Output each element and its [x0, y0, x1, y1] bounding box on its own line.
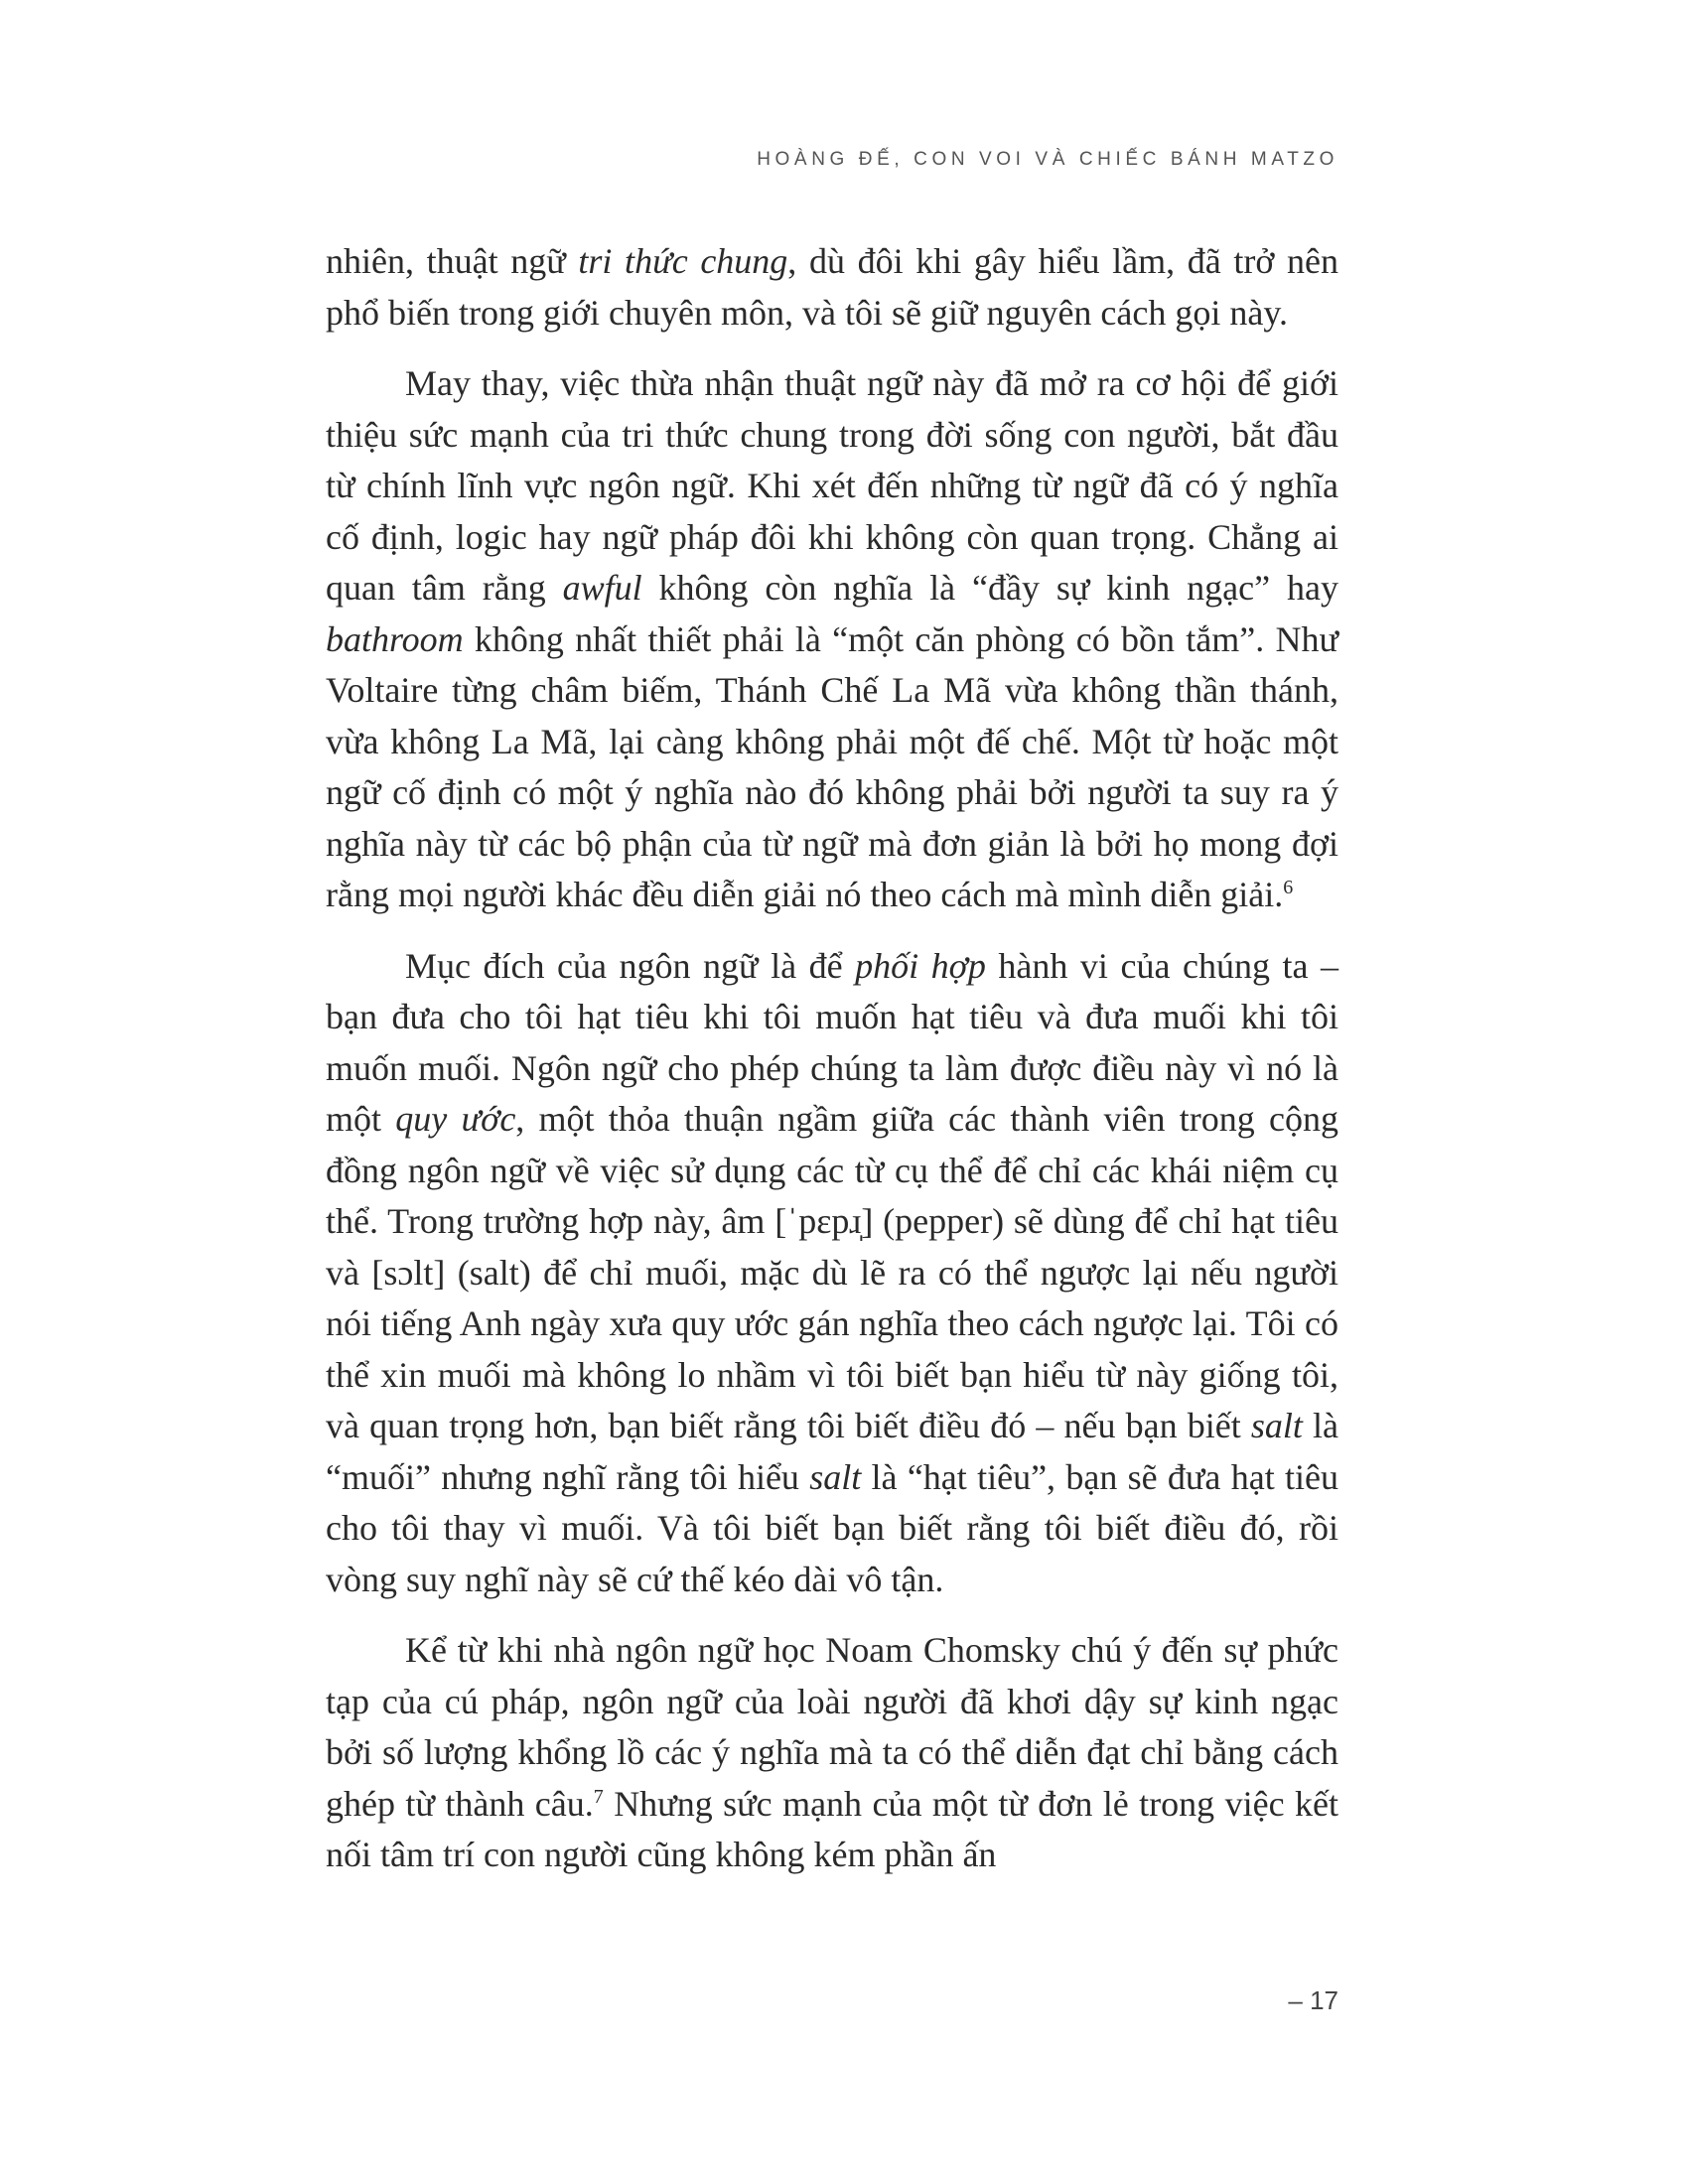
- paragraph-4: [326, 1625, 1338, 1881]
- text-run: Kể từ khi nhà ngôn ngữ học Noam Chomsky chú ý đến sự phức tạp của cú pháp, ngôn ngữ của loài người đã khơi dậy sự kinh ngạc bởi số lượng khổng lồ các ý nghĩa mà ta có thể diễn đạt chỉ bằng cách ghép từ thành câu.: [326, 1630, 1338, 1824]
- italic-term: bathroom: [326, 618, 464, 659]
- footnote-marker[interactable]: 7: [593, 1785, 604, 1808]
- italic-term: salt: [809, 1456, 862, 1497]
- text-run: không còn nghĩa là “đầy sự kinh ngạc” hay: [641, 568, 1338, 608]
- paragraph-1: [326, 236, 1338, 339]
- paragraph-2: [326, 358, 1338, 921]
- italic-term: quy ước: [395, 1099, 516, 1139]
- text-run: là “hạt tiêu”, bạn sẽ đưa hạt tiêu cho tôi thay vì muối. Và tôi biết bạn biết rằng tôi biết điều đó, rồi vòng suy nghĩ này sẽ cứ thế kéo dài vô tận.: [326, 1456, 1338, 1599]
- text-run: nhiên, thuật ngữ: [326, 241, 579, 281]
- italic-term: phối hợp: [855, 945, 986, 986]
- text-run: , dù đôi khi gây hiểu lầm, đã trở nên phổ biến trong giới chuyên môn, và tôi sẽ giữ nguyên cách gọi này.: [326, 241, 1338, 333]
- text-run: hành vi của chúng ta – bạn đưa cho tôi hạt tiêu khi tôi muốn hạt tiêu và đưa muối khi tôi muốn muối. Ngôn ngữ cho phép chúng ta làm được điều này vì nó là một: [326, 945, 1338, 1139]
- footnote-marker[interactable]: 6: [1283, 877, 1294, 898]
- paragraph-3: [326, 941, 1338, 1606]
- text-run: , một thỏa thuận ngầm giữa các thành viên trong cộng đồng ngôn ngữ về việc sử dụng các từ cụ thể để chỉ các khái niệm cụ thể. Trong trường hợp này, âm [ˈpɛpɹ̩] (pepper) sẽ dùng để chỉ hạt tiêu và [sɔlt] (salt) để chỉ muối, mặc dù lẽ ra có thể ngược lại nếu người nói tiếng Anh ngày xưa quy ước gán nghĩa theo cách ngược lại. Tôi có thể xin muối mà không lo nhầm vì tôi biết bạn hiểu từ này giống tôi, và quan trọng hơn, bạn biết rằng tôi biết điều đó – nếu bạn biết: [326, 1099, 1338, 1445]
- text-run: là “muối” nhưng nghĩ rằng tôi hiểu: [326, 1406, 1338, 1497]
- italic-term: tri thức chung: [578, 241, 788, 281]
- running-head-title: HOÀNG ĐẾ, CON VOI VÀ CHIẾC BÁNH MATZO: [757, 149, 1338, 170]
- body-text: [326, 236, 1338, 1881]
- text-run: May thay, việc thừa nhận thuật ngữ này đã mở ra cơ hội để giới thiệu sức mạnh của tri thức chung trong đời sống con người, bắt đầu từ chính lĩnh vực ngôn ngữ. Khi xét đến những từ ngữ đã có ý nghĩa cố định, logic hay ngữ pháp đôi khi không còn quan trọng. Chẳng ai quan tâm rằng: [326, 363, 1338, 608]
- text-run: Nhưng sức mạnh của một từ đơn lẻ trong việc kết nối tâm trí con người cũng không kém phần ấn: [326, 1783, 1338, 1874]
- text-run: Mục đích của ngôn ngữ là để: [405, 945, 856, 986]
- text-run: không nhất thiết phải là “một căn phòng có bồn tắm”. Như Voltaire từng châm biếm, Thánh Chế La Mã vừa không thần thánh, vừa không La Mã, lại càng không phải một đế chế. Một từ hoặc một ngữ cố định có một ý nghĩa nào đó không phải bởi người ta suy ra ý nghĩa này từ các bộ phận của từ ngữ mà đơn giản là bởi họ mong đợi rằng mọi người khác đều diễn giải nó theo cách mà mình diễn giải.: [326, 618, 1338, 914]
- italic-term: salt: [1250, 1406, 1303, 1445]
- page-number: – 17: [1288, 1985, 1338, 2015]
- italic-term: awful: [562, 568, 642, 608]
